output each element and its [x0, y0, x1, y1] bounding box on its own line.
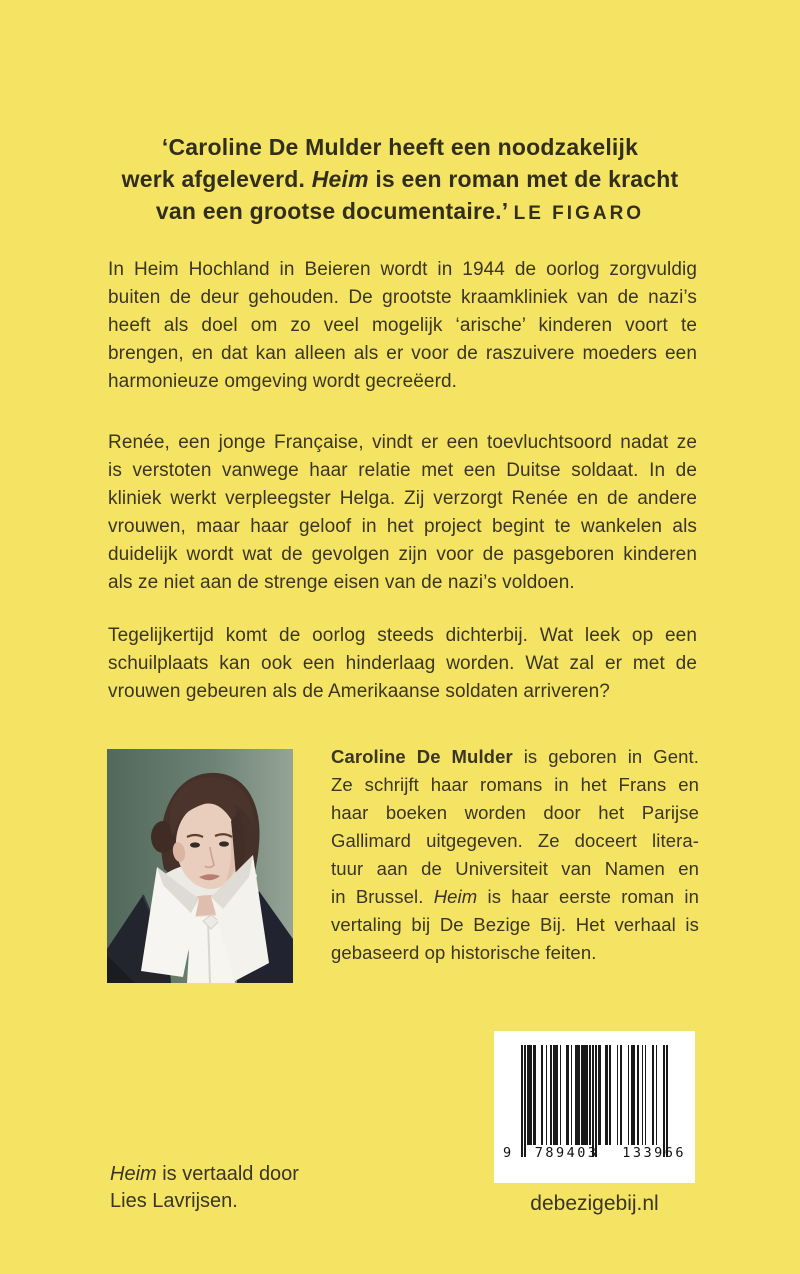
author-photo	[107, 749, 293, 983]
text-line: ‘Caroline De Mulder heeft een noodzakelijk	[161, 134, 639, 160]
barcode-digit-group-2: 133966	[622, 1145, 686, 1161]
text-line: Gallimard uitgegeven. Ze doceert litera-	[331, 830, 699, 851]
author-portrait-illustration	[107, 749, 293, 983]
text-line: Lies Lavrijsen.	[110, 1190, 238, 1212]
barcode-digits	[503, 1145, 686, 1161]
text-line: Ze schrijft haar romans in het Frans en	[331, 774, 699, 795]
text-line: haar boeken worden door het Parijse	[331, 802, 699, 823]
text-line: heeft als doel om zo veel mogelijk ‘arische’ kinderen voort te	[108, 315, 697, 336]
text-line: schuilplaats kan ook een hinderlaag worden. Wat zal er met de	[108, 653, 697, 674]
text-line: als ze niet aan de strenge eisen van de nazi’s voldoen.	[108, 572, 575, 593]
isbn-barcode	[494, 1031, 695, 1183]
text-line: Renée, een jonge Française, vindt er een toevluchtsoord nadat ze	[108, 432, 697, 453]
barcode-digit-left: 9	[503, 1145, 512, 1161]
barcode-bar	[666, 1045, 668, 1157]
text-line: in Brussel. Heim is haar eerste roman in	[331, 886, 699, 907]
synopsis-paragraph-2	[108, 429, 697, 597]
text-line: kliniek werkt verpleegster Helga. Zij verzorgt Renée en de andere	[108, 488, 697, 509]
publisher-website: debezigebij.nl	[530, 1192, 659, 1215]
text-line: brengen, en dat kan alleen als er voor de raszuivere moeders een	[108, 343, 697, 364]
text-line: buiten de deur gehouden. De grootste kraamkliniek van de nazi’s	[108, 287, 697, 308]
synopsis-paragraph-3	[108, 622, 697, 706]
text-line: Caroline De Mulder is geboren in Gent.	[331, 746, 700, 767]
author-bio	[331, 743, 699, 967]
text-line: In Heim Hochland in Beieren wordt in 1944 de oorlog zorgvuldig	[108, 259, 697, 280]
text-line: vrouwen, maar haar geloof in het project begint te wankelen als	[108, 516, 697, 537]
barcode-bars	[521, 1045, 668, 1157]
text-line: van een grootse documentaire.’ LE FIGARO	[155, 198, 645, 224]
text-line: vrouwen gebeuren als de Amerikaanse soldaten arriveren?	[108, 681, 610, 702]
text-line: vertaling bij De Bezige Bij. Het verhaal is	[331, 914, 699, 935]
press-quote	[0, 131, 800, 230]
text-line: Tegelijkertijd komt de oorlog steeds dichterbij. Wat leek op een	[108, 625, 697, 646]
text-line: harmonieuze omgeving wordt gecreëerd.	[108, 371, 458, 392]
translator-note	[110, 1161, 299, 1215]
text-line: Heim is vertaald door	[110, 1163, 299, 1185]
synopsis-paragraph-1	[108, 256, 697, 396]
barcode-digit-group-1: 789403	[534, 1145, 599, 1161]
text-line: werk afgeleverd. Heim is een roman met de kracht	[121, 166, 679, 192]
text-line: duidelijk wordt wat de gevolgen zijn voor de pasgeboren kinderen	[108, 544, 697, 565]
text-line: gebaseerd op historische feiten.	[331, 942, 597, 963]
text-line: tuur aan de Universiteit van Namen en	[331, 858, 699, 879]
text-line: is verstoten vanwege haar relatie met een Duitse soldaat. In de	[108, 460, 697, 481]
